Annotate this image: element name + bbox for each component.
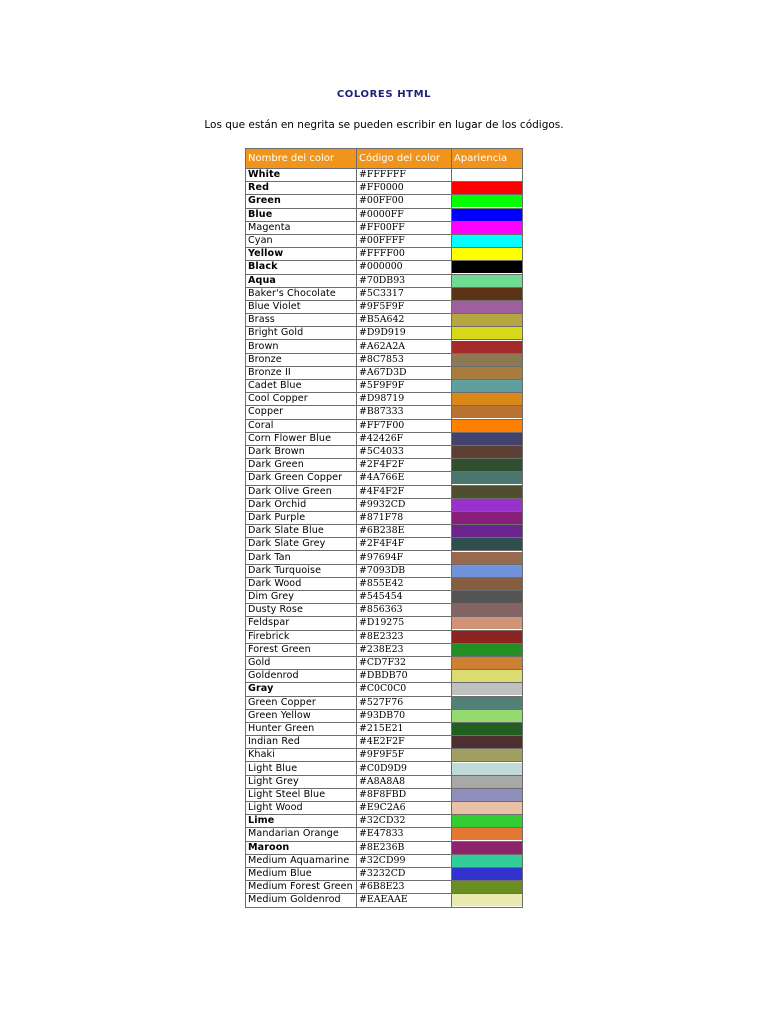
color-swatch-cell [452, 762, 523, 775]
color-swatch-cell [452, 815, 523, 828]
color-swatch [452, 525, 522, 537]
color-name: Mandarian Orange [246, 828, 357, 841]
table-row [246, 445, 523, 458]
color-code: #527F76 [357, 696, 452, 709]
table-row [246, 169, 523, 182]
color-swatch [452, 657, 522, 669]
color-code: #42426F [357, 432, 452, 445]
color-code: #8E2323 [357, 630, 452, 643]
color-swatch-cell [452, 511, 523, 524]
color-name: Bronze [246, 353, 357, 366]
color-swatch [452, 604, 522, 616]
color-name: Dark Slate Grey [246, 538, 357, 551]
color-name: Dark Olive Green [246, 485, 357, 498]
color-swatch [452, 763, 522, 775]
color-swatch [452, 881, 522, 893]
color-name: Bronze II [246, 366, 357, 379]
color-name: Dusty Rose [246, 604, 357, 617]
color-swatch-cell [452, 498, 523, 511]
color-swatch [452, 868, 522, 880]
color-code: #EAEAAE [357, 894, 452, 907]
table-row [246, 894, 523, 907]
color-code: #B87333 [357, 406, 452, 419]
table-row [246, 406, 523, 419]
color-code: #FF7F00 [357, 419, 452, 432]
table-row [246, 287, 523, 300]
color-name: Brown [246, 340, 357, 353]
color-code: #871F78 [357, 511, 452, 524]
table-row [246, 419, 523, 432]
table-row [246, 459, 523, 472]
color-code: #C0C0C0 [357, 683, 452, 696]
table-row [246, 617, 523, 630]
color-code: #A62A2A [357, 340, 452, 353]
color-name: Medium Aquamarine [246, 854, 357, 867]
color-swatch [452, 802, 522, 814]
color-swatch-cell [452, 182, 523, 195]
color-code: #D98719 [357, 393, 452, 406]
color-swatch-cell [452, 564, 523, 577]
color-code: #855E42 [357, 577, 452, 590]
color-name: Magenta [246, 221, 357, 234]
color-name: Forest Green [246, 643, 357, 656]
table-row [246, 511, 523, 524]
color-swatch [452, 512, 522, 524]
color-swatch [452, 354, 522, 366]
color-code: #000000 [357, 261, 452, 274]
color-table-body [246, 169, 523, 908]
table-row [246, 327, 523, 340]
table-row [246, 525, 523, 538]
color-name: Feldspar [246, 617, 357, 630]
color-swatch [452, 288, 522, 300]
color-code: #238E23 [357, 643, 452, 656]
color-name: Medium Forest Green [246, 881, 357, 894]
color-swatch-cell [452, 788, 523, 801]
color-swatch [452, 644, 522, 656]
table-row [246, 656, 523, 669]
color-name: Medium Blue [246, 867, 357, 880]
color-code: #FFFFFF [357, 169, 452, 182]
color-swatch-cell [452, 169, 523, 182]
color-code: #70DB93 [357, 274, 452, 287]
table-row [246, 828, 523, 841]
table-row [246, 815, 523, 828]
color-name: Medium Goldenrod [246, 894, 357, 907]
color-code: #6B238E [357, 525, 452, 538]
page-title: COLORES HTML [336, 89, 432, 100]
table-row [246, 775, 523, 788]
color-swatch-cell [452, 314, 523, 327]
table-row [246, 234, 523, 247]
color-name: Dark Tan [246, 551, 357, 564]
color-code: #00FFFF [357, 234, 452, 247]
color-swatch [452, 736, 522, 748]
color-name: Dim Grey [246, 591, 357, 604]
table-row [246, 340, 523, 353]
table-row [246, 300, 523, 313]
color-name: Hunter Green [246, 722, 357, 735]
color-name: Dark Purple [246, 511, 357, 524]
table-row [246, 182, 523, 195]
table-row [246, 762, 523, 775]
color-swatch-cell [452, 841, 523, 854]
color-swatch-cell [452, 722, 523, 735]
color-name: Red [246, 182, 357, 195]
color-name: Corn Flower Blue [246, 432, 357, 445]
color-code: #8E236B [357, 841, 452, 854]
color-name: Dark Orchid [246, 498, 357, 511]
color-code: #5C3317 [357, 287, 452, 300]
color-swatch-cell [452, 366, 523, 379]
table-row [246, 604, 523, 617]
color-code: #FF00FF [357, 221, 452, 234]
color-swatch [452, 327, 522, 339]
color-swatch-cell [452, 195, 523, 208]
color-code: #9F9F5F [357, 749, 452, 762]
color-table [245, 148, 523, 908]
color-name: Maroon [246, 841, 357, 854]
color-swatch [452, 749, 522, 761]
header-appearance: Apariencia [452, 149, 523, 169]
color-code: #0000FF [357, 208, 452, 221]
color-name: Khaki [246, 749, 357, 762]
color-swatch-cell [452, 696, 523, 709]
color-name: Baker's Chocolate [246, 287, 357, 300]
color-name: Lime [246, 815, 357, 828]
color-code: #8F8FBD [357, 788, 452, 801]
color-name: Brass [246, 314, 357, 327]
color-swatch [452, 433, 522, 445]
color-swatch-cell [452, 854, 523, 867]
color-swatch-cell [452, 551, 523, 564]
color-swatch-cell [452, 881, 523, 894]
color-swatch-cell [452, 604, 523, 617]
table-row [246, 670, 523, 683]
color-swatch-cell [452, 419, 523, 432]
color-code: #4A766E [357, 472, 452, 485]
color-name: Coral [246, 419, 357, 432]
color-code: #5C4033 [357, 445, 452, 458]
table-row [246, 274, 523, 287]
color-name: Cadet Blue [246, 380, 357, 393]
color-code: #8C7853 [357, 353, 452, 366]
table-row [246, 736, 523, 749]
color-swatch [452, 314, 522, 326]
table-row [246, 696, 523, 709]
color-code: #E47833 [357, 828, 452, 841]
table-row [246, 749, 523, 762]
color-swatch-cell [452, 208, 523, 221]
color-swatch-cell [452, 894, 523, 907]
color-swatch [452, 631, 522, 643]
color-swatch [452, 855, 522, 867]
table-row [246, 591, 523, 604]
table-row [246, 683, 523, 696]
color-code: #32CD99 [357, 854, 452, 867]
color-code: #856363 [357, 604, 452, 617]
table-row [246, 195, 523, 208]
color-swatch [452, 697, 522, 709]
color-swatch [452, 235, 522, 247]
color-swatch [452, 617, 522, 629]
table-row [246, 709, 523, 722]
color-swatch [452, 486, 522, 498]
table-row [246, 221, 523, 234]
color-swatch-cell [452, 353, 523, 366]
color-name: Dark Wood [246, 577, 357, 590]
color-code: #A8A8A8 [357, 775, 452, 788]
color-swatch-cell [452, 643, 523, 656]
color-name: Light Steel Blue [246, 788, 357, 801]
color-swatch-cell [452, 472, 523, 485]
color-swatch [452, 815, 522, 827]
color-swatch [452, 538, 522, 550]
table-row [246, 867, 523, 880]
color-swatch [452, 776, 522, 788]
color-swatch [452, 182, 522, 194]
table-row [246, 208, 523, 221]
table-row [246, 380, 523, 393]
color-swatch [452, 222, 522, 234]
table-row [246, 538, 523, 551]
color-swatch [452, 552, 522, 564]
color-name: Gray [246, 683, 357, 696]
color-swatch-cell [452, 221, 523, 234]
color-name: Yellow [246, 248, 357, 261]
table-row [246, 722, 523, 735]
color-swatch-cell [452, 525, 523, 538]
color-swatch-cell [452, 432, 523, 445]
color-swatch-cell [452, 709, 523, 722]
color-swatch [452, 275, 522, 287]
color-swatch [452, 565, 522, 577]
table-row [246, 472, 523, 485]
color-swatch [452, 459, 522, 471]
header-color-name: Nombre del color [246, 149, 357, 169]
color-swatch-cell [452, 300, 523, 313]
table-row [246, 577, 523, 590]
color-swatch [452, 578, 522, 590]
color-code: #C0D9D9 [357, 762, 452, 775]
color-name: Green Yellow [246, 709, 357, 722]
color-swatch [452, 406, 522, 418]
color-swatch-cell [452, 406, 523, 419]
color-swatch-cell [452, 340, 523, 353]
color-swatch [452, 472, 522, 484]
color-swatch [452, 683, 522, 695]
color-swatch-cell [452, 670, 523, 683]
color-swatch-cell [452, 617, 523, 630]
color-name: Light Wood [246, 802, 357, 815]
color-name: Dark Slate Blue [246, 525, 357, 538]
header-color-code: Código del color [357, 149, 452, 169]
color-swatch [452, 670, 522, 682]
color-code: #32CD32 [357, 815, 452, 828]
color-swatch [452, 842, 522, 854]
color-code: #D9D919 [357, 327, 452, 340]
color-code: #2F4F2F [357, 459, 452, 472]
color-name: Cool Copper [246, 393, 357, 406]
color-swatch [452, 591, 522, 603]
color-swatch-cell [452, 736, 523, 749]
color-name: Light Grey [246, 775, 357, 788]
color-code: #97694F [357, 551, 452, 564]
color-swatch [452, 301, 522, 313]
color-swatch-cell [452, 287, 523, 300]
color-swatch [452, 169, 522, 181]
color-name: Indian Red [246, 736, 357, 749]
intro-text: Los que están en negrita se pueden escribir en lugar de los códigos. [204, 119, 564, 131]
color-swatch-cell [452, 234, 523, 247]
color-code: #CD7F32 [357, 656, 452, 669]
color-name: Light Blue [246, 762, 357, 775]
table-header-row [246, 149, 523, 169]
table-row [246, 353, 523, 366]
table-row [246, 854, 523, 867]
color-name: Blue Violet [246, 300, 357, 313]
color-name: White [246, 169, 357, 182]
color-swatch [452, 367, 522, 379]
table-row [246, 630, 523, 643]
color-swatch [452, 393, 522, 405]
color-swatch [452, 723, 522, 735]
color-code: #00FF00 [357, 195, 452, 208]
color-name: Bright Gold [246, 327, 357, 340]
color-swatch [452, 248, 522, 260]
table-row [246, 248, 523, 261]
color-swatch [452, 446, 522, 458]
color-code: #7093DB [357, 564, 452, 577]
color-swatch-cell [452, 459, 523, 472]
table-row [246, 498, 523, 511]
color-swatch [452, 261, 522, 273]
color-code: #545454 [357, 591, 452, 604]
color-name: Dark Green [246, 459, 357, 472]
color-swatch [452, 420, 522, 432]
table-row [246, 432, 523, 445]
color-swatch-cell [452, 577, 523, 590]
color-swatch-cell [452, 261, 523, 274]
color-name: Gold [246, 656, 357, 669]
color-code: #93DB70 [357, 709, 452, 722]
color-swatch [452, 341, 522, 353]
color-name: Goldenrod [246, 670, 357, 683]
color-name: Dark Green Copper [246, 472, 357, 485]
color-name: Copper [246, 406, 357, 419]
color-swatch-cell [452, 393, 523, 406]
table-row [246, 314, 523, 327]
color-swatch [452, 789, 522, 801]
table-row [246, 564, 523, 577]
table-row [246, 393, 523, 406]
color-code: #FF0000 [357, 182, 452, 195]
color-swatch [452, 209, 522, 221]
color-code: #6B8E23 [357, 881, 452, 894]
color-code: #FFFF00 [357, 248, 452, 261]
color-code: #E9C2A6 [357, 802, 452, 815]
color-swatch-cell [452, 538, 523, 551]
table-row [246, 551, 523, 564]
color-swatch-cell [452, 775, 523, 788]
color-swatch-cell [452, 867, 523, 880]
color-swatch-cell [452, 683, 523, 696]
color-name: Dark Turquoise [246, 564, 357, 577]
color-name: Green Copper [246, 696, 357, 709]
color-code: #5F9F9F [357, 380, 452, 393]
table-row [246, 841, 523, 854]
table-row [246, 643, 523, 656]
color-swatch-cell [452, 802, 523, 815]
color-code: #9F5F9F [357, 300, 452, 313]
table-row [246, 485, 523, 498]
color-swatch-cell [452, 445, 523, 458]
color-name: Green [246, 195, 357, 208]
color-code: #9932CD [357, 498, 452, 511]
color-name: Firebrick [246, 630, 357, 643]
color-name: Cyan [246, 234, 357, 247]
color-code: #4E2F2F [357, 736, 452, 749]
color-swatch [452, 499, 522, 511]
color-swatch-cell [452, 327, 523, 340]
table-row [246, 261, 523, 274]
color-code: #3232CD [357, 867, 452, 880]
color-code: #215E21 [357, 722, 452, 735]
color-code: #D19275 [357, 617, 452, 630]
color-name: Aqua [246, 274, 357, 287]
color-swatch-cell [452, 380, 523, 393]
color-name: Black [246, 261, 357, 274]
color-swatch-cell [452, 248, 523, 261]
color-code: #A67D3D [357, 366, 452, 379]
color-swatch-cell [452, 749, 523, 762]
color-name: Blue [246, 208, 357, 221]
color-swatch-cell [452, 656, 523, 669]
color-swatch [452, 828, 522, 840]
color-swatch [452, 380, 522, 392]
color-code: #2F4F4F [357, 538, 452, 551]
color-name: Dark Brown [246, 445, 357, 458]
table-row [246, 881, 523, 894]
color-swatch-cell [452, 274, 523, 287]
color-swatch [452, 710, 522, 722]
table-row [246, 788, 523, 801]
color-swatch [452, 195, 522, 207]
table-row [246, 366, 523, 379]
table-row [246, 802, 523, 815]
color-swatch-cell [452, 630, 523, 643]
color-swatch-cell [452, 591, 523, 604]
color-swatch-cell [452, 828, 523, 841]
color-swatch-cell [452, 485, 523, 498]
color-swatch [452, 894, 522, 906]
color-code: #DBDB70 [357, 670, 452, 683]
color-code: #4F4F2F [357, 485, 452, 498]
color-code: #B5A642 [357, 314, 452, 327]
